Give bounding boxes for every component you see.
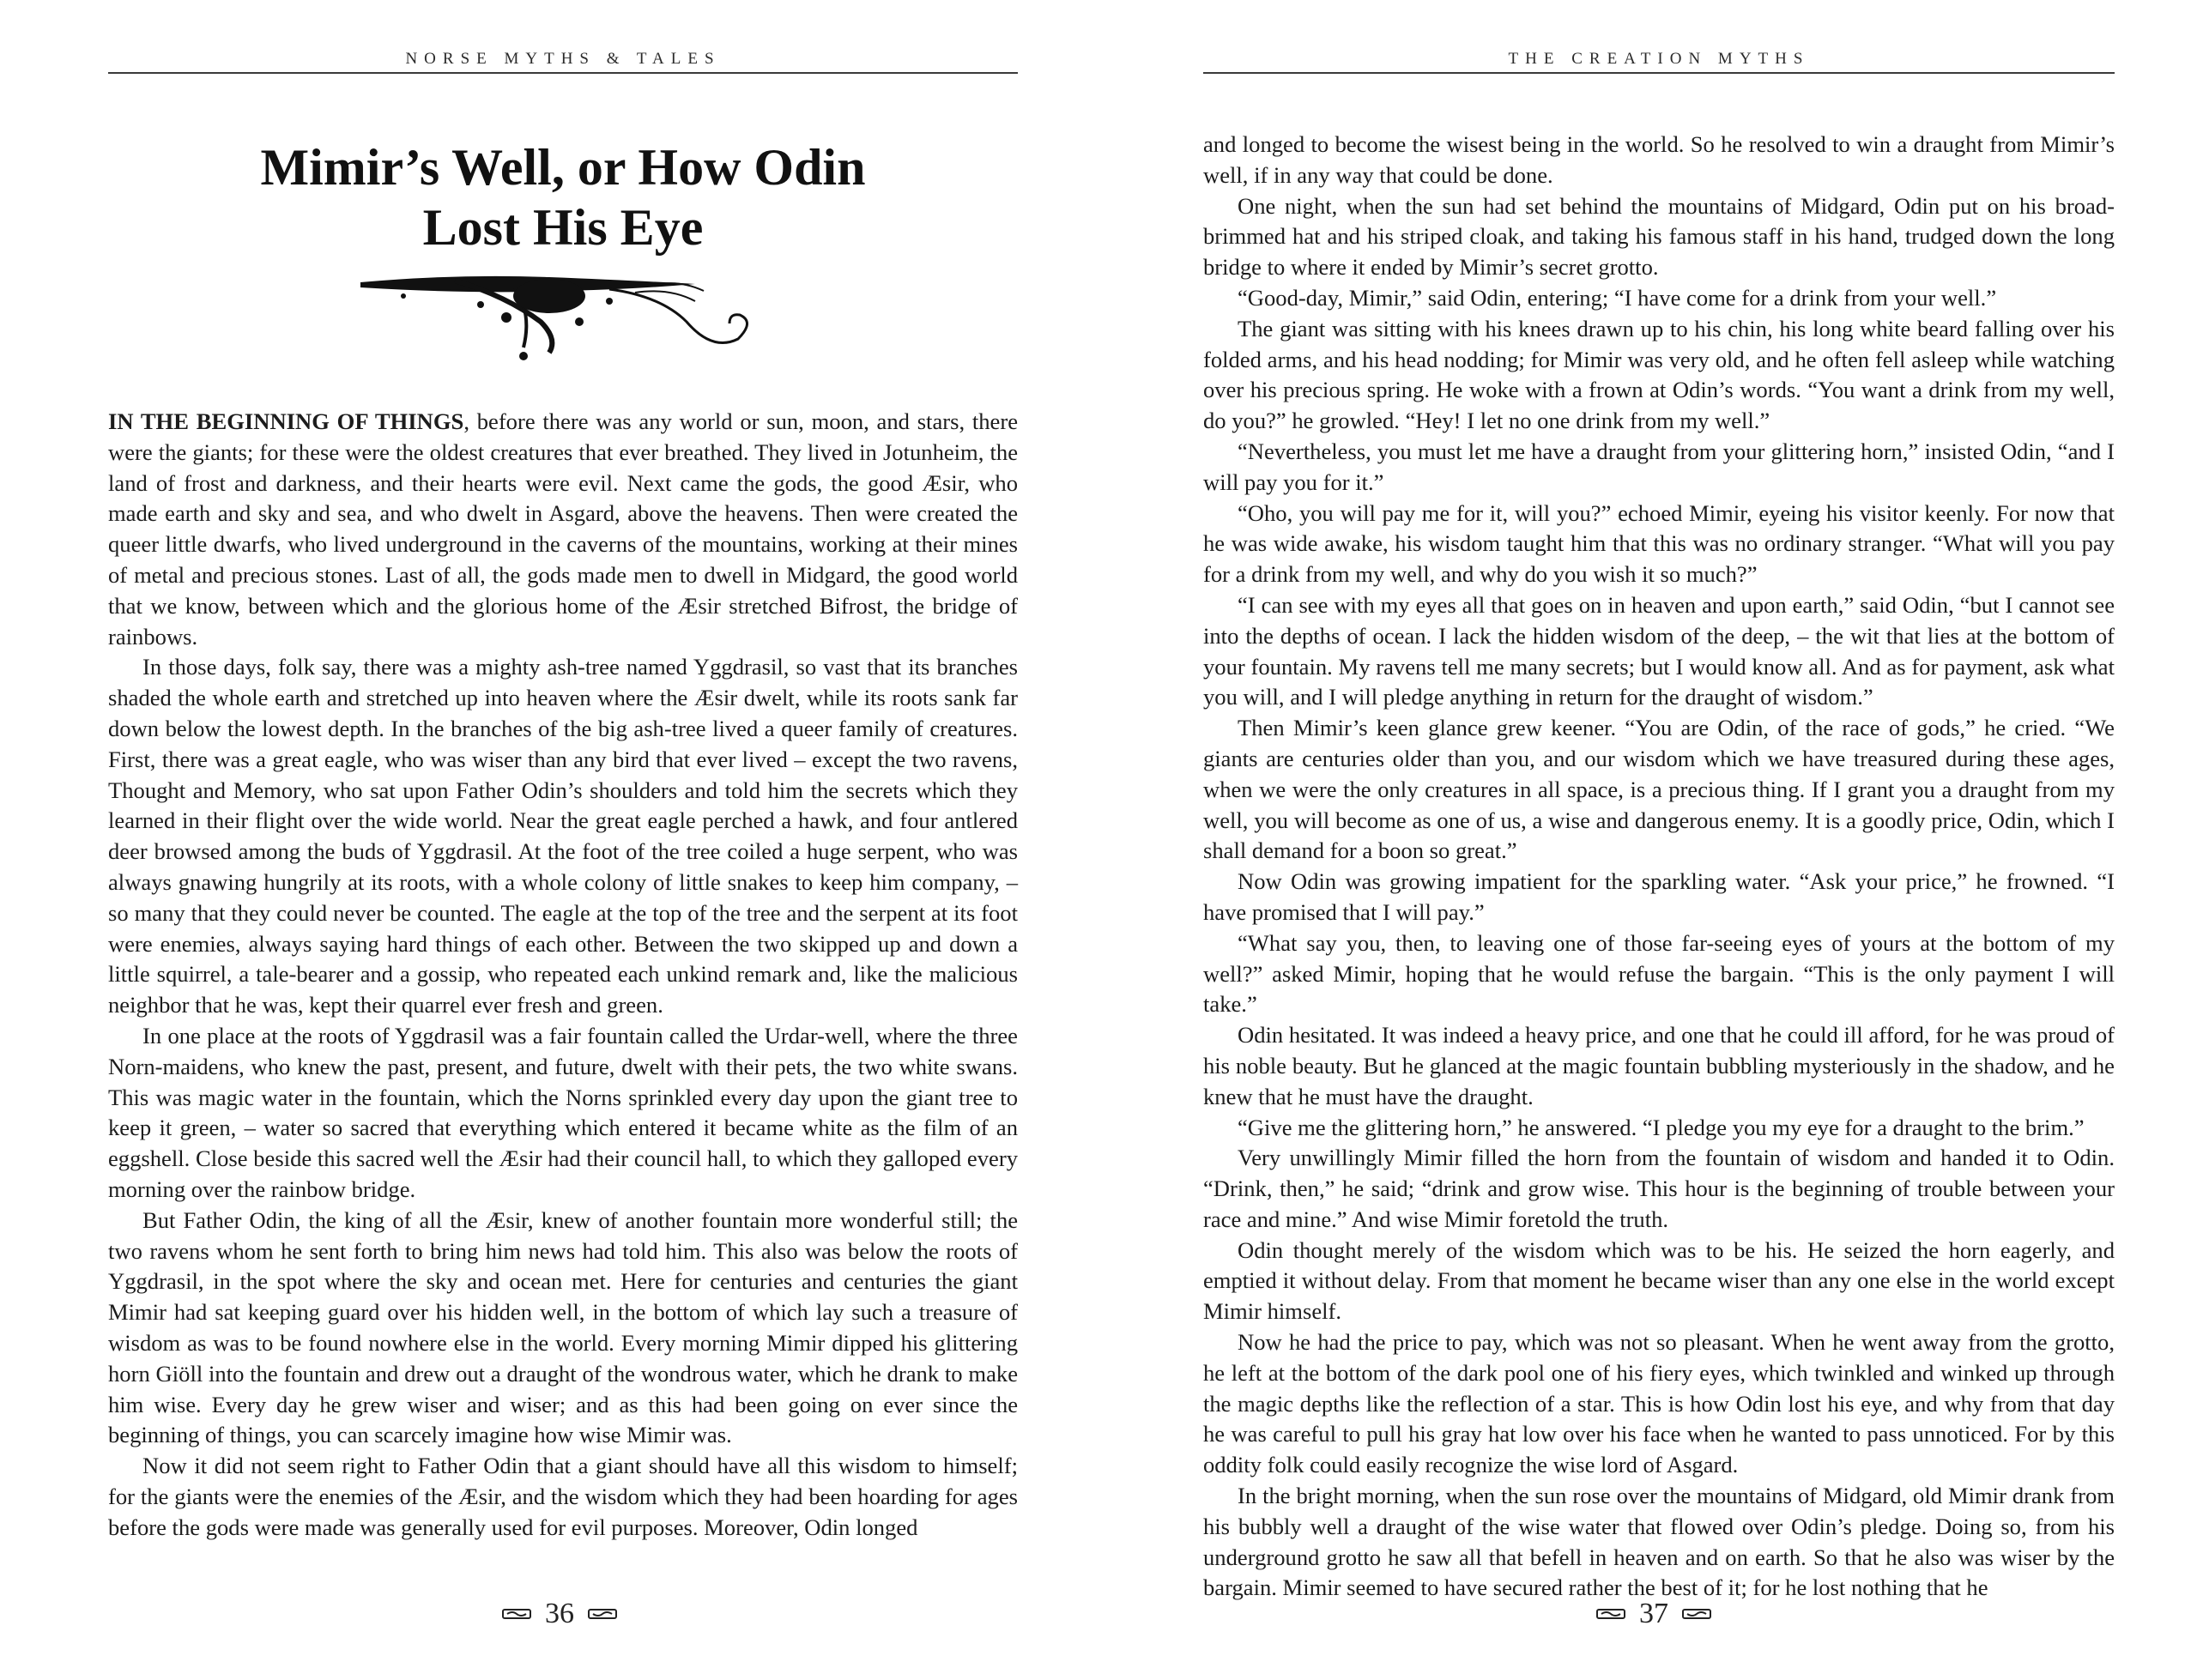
paragraph: In the bright morning, when the sun rose over the mountains of Midgard, old Mimir drank from his bubbly well a draught of the wise water that flowed over Odin’s pledge. Doing so, from his underground grotto he saw all that befell in heaven and on earth. So that he also was wiser by the bargain. Mimir seemed to have secured rather the best of it; for he lost nothing that he [1203, 1483, 2115, 1601]
paragraph: One night, when the sun had set behind the mountains of Midgard, Odin put on his broad-brimmed hat and his striped cloak, and taking his famous staff in his hand, trudged down the long bridge to where it ended by Mimir’s secret grotto. [1203, 192, 2115, 281]
folio-left [502, 1598, 617, 1629]
paragraph: Now it did not seem right to Father Odin that a giant should have all this wisdom to himself; for the giants were the enemies of the Æsir, and the wisdom which they had been hoarding for ages before the gods were made was generally used for evil purposes. Moreover, Odin longed [108, 1453, 1018, 1540]
paragraph: Very unwillingly Mimir filled the horn from the fountain of wisdom and handed it to Odin. “Drink, then,” he said; “drink and grow wise. This hour is the beginning of trouble between your race and mine.” And wise Mimir foretold the truth. [1203, 1145, 2115, 1232]
paragraph [108, 407, 1018, 652]
ink-splash-ornament [352, 270, 781, 365]
lead-in: IN THE BEGINNING OF THINGS [108, 408, 464, 434]
body-text-left [108, 407, 1018, 1543]
scroll-ornament-icon [588, 1608, 617, 1620]
scroll-ornament-icon [1596, 1608, 1625, 1620]
scroll-ornament-icon [502, 1608, 531, 1620]
folio-right [1596, 1598, 1711, 1629]
paragraph: “Nevertheless, you must let me have a draught from your glittering horn,” insisted Odin, “and I will pay you for it.” [1203, 438, 2115, 495]
paragraph: Now Odin was growing impatient for the sparkling water. “Ask your price,” he frowned. “I have promised that I will pay.” [1203, 868, 2115, 925]
paragraph: But Father Odin, the king of all the Æsir, knew of another fountain more wonderful still; the two ravens whom he sent forth to bring him news had told him. This also was below the roots of Yggdrasil, in the spot where the sky and ocean met. Here for centuries and centuries the giant Mimir had sat keeping guard over his hidden well, in the bottom of which lay such a treasure of wisdom as was to be found nowhere else in the world. Every morning Mimir dipped his glittering horn Giöll into the fountain and drew out a draught of the wondrous water, which he drank to make him wise. Every day he grew wiser and wiser; and as this had been going on ever since the beginning of things, you can scarcely imagine how wise Mimir was. [108, 1206, 1018, 1448]
left-page [0, 0, 1098, 1680]
body-text-right [1203, 130, 2115, 1604]
chapter-title-line-1: Mimir’s Well, or How Odin [260, 139, 866, 196]
header-rule-right [1203, 72, 2115, 74]
paragraph-text: , before there was any world or sun, moon, and stars, there were the giants; for these were the oldest creatures that ever breathed. They lived in Jotunheim, the land of frost and darkness, and their hearts were evil. Next came the gods, the good Æsir, who made earth and sky and sea, and who dwelt in Asgard, above the heavens. Then were created the queer little dwarfs, who lived underground in the caverns of the mountains, working at their mines of metal and precious stones. Last of all, the gods made men to dwell in Midgard, the good world that we know, between which and the glorious home of the Æsir stretched Bifrost, the bridge of rainbows. [108, 408, 1019, 650]
paragraph: “I can see with my eyes all that goes on in heaven and upon earth,” said Odin, “but I cannot see into the depths of ocean. I lack the hidden wisdom of the deep, – the wit that lies at the bottom of your fountain. My ravens tell me many secrets; but I would know all. And as for payment, ask what you will, and I will pledge anything in return for the draught of wisdom.” [1203, 591, 2115, 710]
paragraph: In those days, folk say, there was a mighty ash-tree named Yggdrasil, so vast that its branches shaded the whole earth and stretched up into heaven where the Æsir dwelt, while its roots sank far down below the lowest depth. In the branches of the big ash-tree lived a queer family of creatures. First, there was a great eagle, who was wiser than any bird that ever lived – except the two ravens, Thought and Memory, who sat upon Father Odin’s shoulders and told him the secrets which they learned in their flight over the wide world. Near the great eagle perched a hawk, and four antlered deer browsed among the buds of Yggdrasil. At the foot of the tree coiled a huge serpent, who was always gnawing hungrily at its roots, with a whole colony of little snakes to keep him company, – so many that they could never be counted. The eagle at the top of the tree and the serpent at its foot were enemies, always saying hard things of each other. Between the two skipped up and down a little squirrel, a tale-bearer and a gossip, who repeated each unkind remark and, like the malicious neighbor that he was, kept their quarrel ever fresh and green. [108, 654, 1018, 1018]
paragraph: The giant was sitting with his knees drawn up to his chin, his long white beard falling over his folded arms, and his head nodding; for Mimir was very old, and he often fell asleep while watching over his precious spring. He woke with a frown at Odin’s words. “You want a drink from my well, do you?” he growled. “Hey! I let no one drink from my well.” [1203, 315, 2115, 434]
header-rule-left [108, 72, 1018, 74]
chapter-title-line-2: Lost His Eye [422, 199, 704, 256]
paragraph: “Good-day, Mimir,” said Odin, entering; “I have come for a drink from your well.” [1238, 284, 1997, 311]
page-number-left: 36 [545, 1598, 574, 1629]
paragraph: “Oho, you will pay me for it, will you?” echoed Mimir, eyeing his visitor keenly. For now that he was wide awake, his wisdom taught him that this was no ordinary stranger. “What will you pay for a drink from my well, and why do you wish it so much?” [1203, 499, 2115, 588]
paragraph: In one place at the roots of Yggdrasil was a fair fountain called the Urdar-well, where the three Norn-maidens, who knew the past, present, and future, dwelt with their pets, the two white swans. This was magic water in the fountain, which the Norns sprinkled every day upon the giant tree to keep it green, – water so sacred that everything which entered it became white as the film of an eggshell. Close beside this sacred well the Æsir had their council hall, to which they galloped every morning over the rainbow bridge. [108, 1022, 1018, 1202]
paragraph: Odin thought merely of the wisdom which was to be his. He seized the horn eagerly, and emptied it without delay. From that moment he became wiser than any one else in the world except Mimir himself. [1203, 1236, 2115, 1325]
paragraph: and longed to become the wisest being in the world. So he resolved to win a draught from Mimir’s well, if in any way that could be done. [1203, 131, 2115, 188]
paragraph: Then Mimir’s keen glance grew keener. “You are Odin, of the race of gods,” he cried. “We giants are centuries older than you, and our wisdom which we have treasured during these ages, when we were the only creatures in all space, is a precious thing. If I grant you a draught from my well, you will become as one of us, a wise and dangerous enemy. It is a goodly price, Odin, which I shall demand for a boon so great.” [1203, 715, 2115, 864]
running-head-left: NORSE MYTHS & TALES [405, 50, 721, 68]
scroll-ornament-icon [1682, 1608, 1711, 1620]
right-page [1098, 0, 2197, 1680]
page-number-right: 37 [1639, 1598, 1668, 1629]
paragraph: Now he had the price to pay, which was not so pleasant. When he went away from the grotto, he left at the bottom of the dark pool one of his fiery eyes, which twinkled and winked up through the magic depths like the reflection of a star. This is how Odin lost his eye, and why from that day he was careful to pull his gray hat low over his face when he wanted to pass unnoticed. For by this oddity folk could easily recognize the wise lord of Asgard. [1203, 1329, 2115, 1478]
paragraph: “Give me the glittering horn,” he answered. “I pledge you my eye for a draught to the brim.” [1238, 1114, 2085, 1140]
running-head-right: THE CREATION MYTHS [1508, 50, 1810, 68]
paragraph: “What say you, then, to leaving one of those far-seeing eyes of yours at the bottom of my well?” asked Mimir, hoping that he would refuse the bargain. “This is the only payment I will take.” [1203, 929, 2115, 1018]
chapter-title [108, 137, 1018, 257]
paragraph: Odin hesitated. It was indeed a heavy price, and one that he could ill afford, for he was proud of his noble beauty. But he glanced at the magic fountain bubbling mysteriously in the shadow, and he knew that he must have the draught. [1203, 1022, 2115, 1109]
